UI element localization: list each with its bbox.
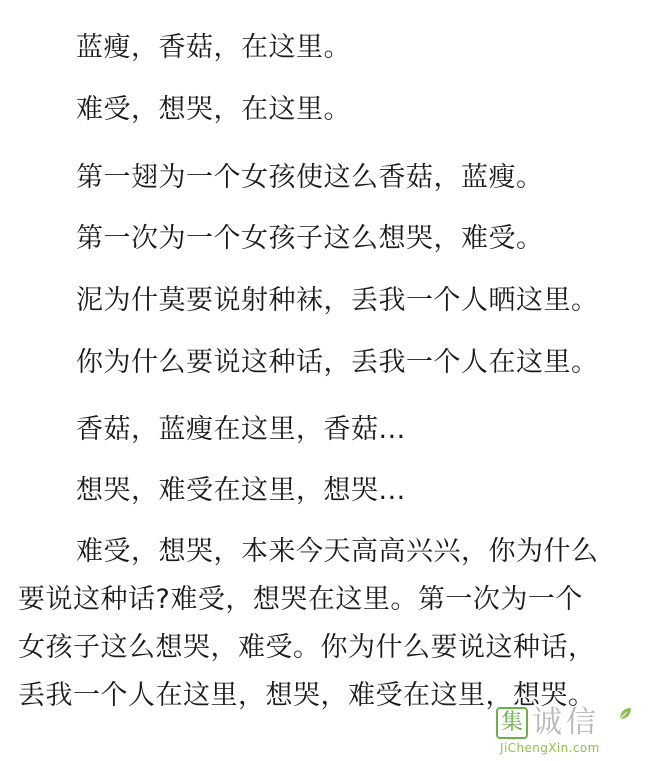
text-line: 你为什么要说这种话，丢我一个人在这里。 [76, 347, 599, 378]
watermark-char: 诚 [532, 705, 562, 740]
text-line: 第一次为一个女孩子这么想哭，难受。 [76, 223, 544, 254]
watermark-url: JiChengXin.com [500, 741, 600, 755]
text-line: 泥为什莫要说射种袜，丢我一个人晒这里。 [76, 285, 599, 316]
leaf-icon [618, 707, 632, 721]
closing-paragraph [18, 528, 630, 720]
paragraph-line: 难受，想哭，本来今天高高兴兴，你为什么 [76, 536, 599, 567]
text-line: 第一翅为一个女孩使这么香菇，蓝瘦。 [76, 162, 544, 193]
text-line: 难受，想哭，在这里。 [76, 94, 351, 125]
watermark-box-char: 集 [496, 707, 528, 739]
text-line: 蓝瘦，香菇，在这里。 [76, 32, 351, 63]
paragraph-line: 丢我一个人在这里，想哭，难受在这里，想哭。 [18, 680, 596, 711]
paragraph-line: 女孩子这么想哭，难受。你为什么要说这种话， [18, 632, 596, 663]
watermark-logo [496, 705, 596, 741]
text-line: 想哭，难受在这里，想哭... [76, 475, 406, 506]
watermark-char: 信 [566, 705, 596, 740]
site-watermark [496, 705, 644, 757]
paragraph-line: 要说这种话?难受，想哭在这里。第一次为一个 [18, 584, 583, 615]
text-line: 香菇，蓝瘦在这里，香菇... [76, 414, 406, 445]
